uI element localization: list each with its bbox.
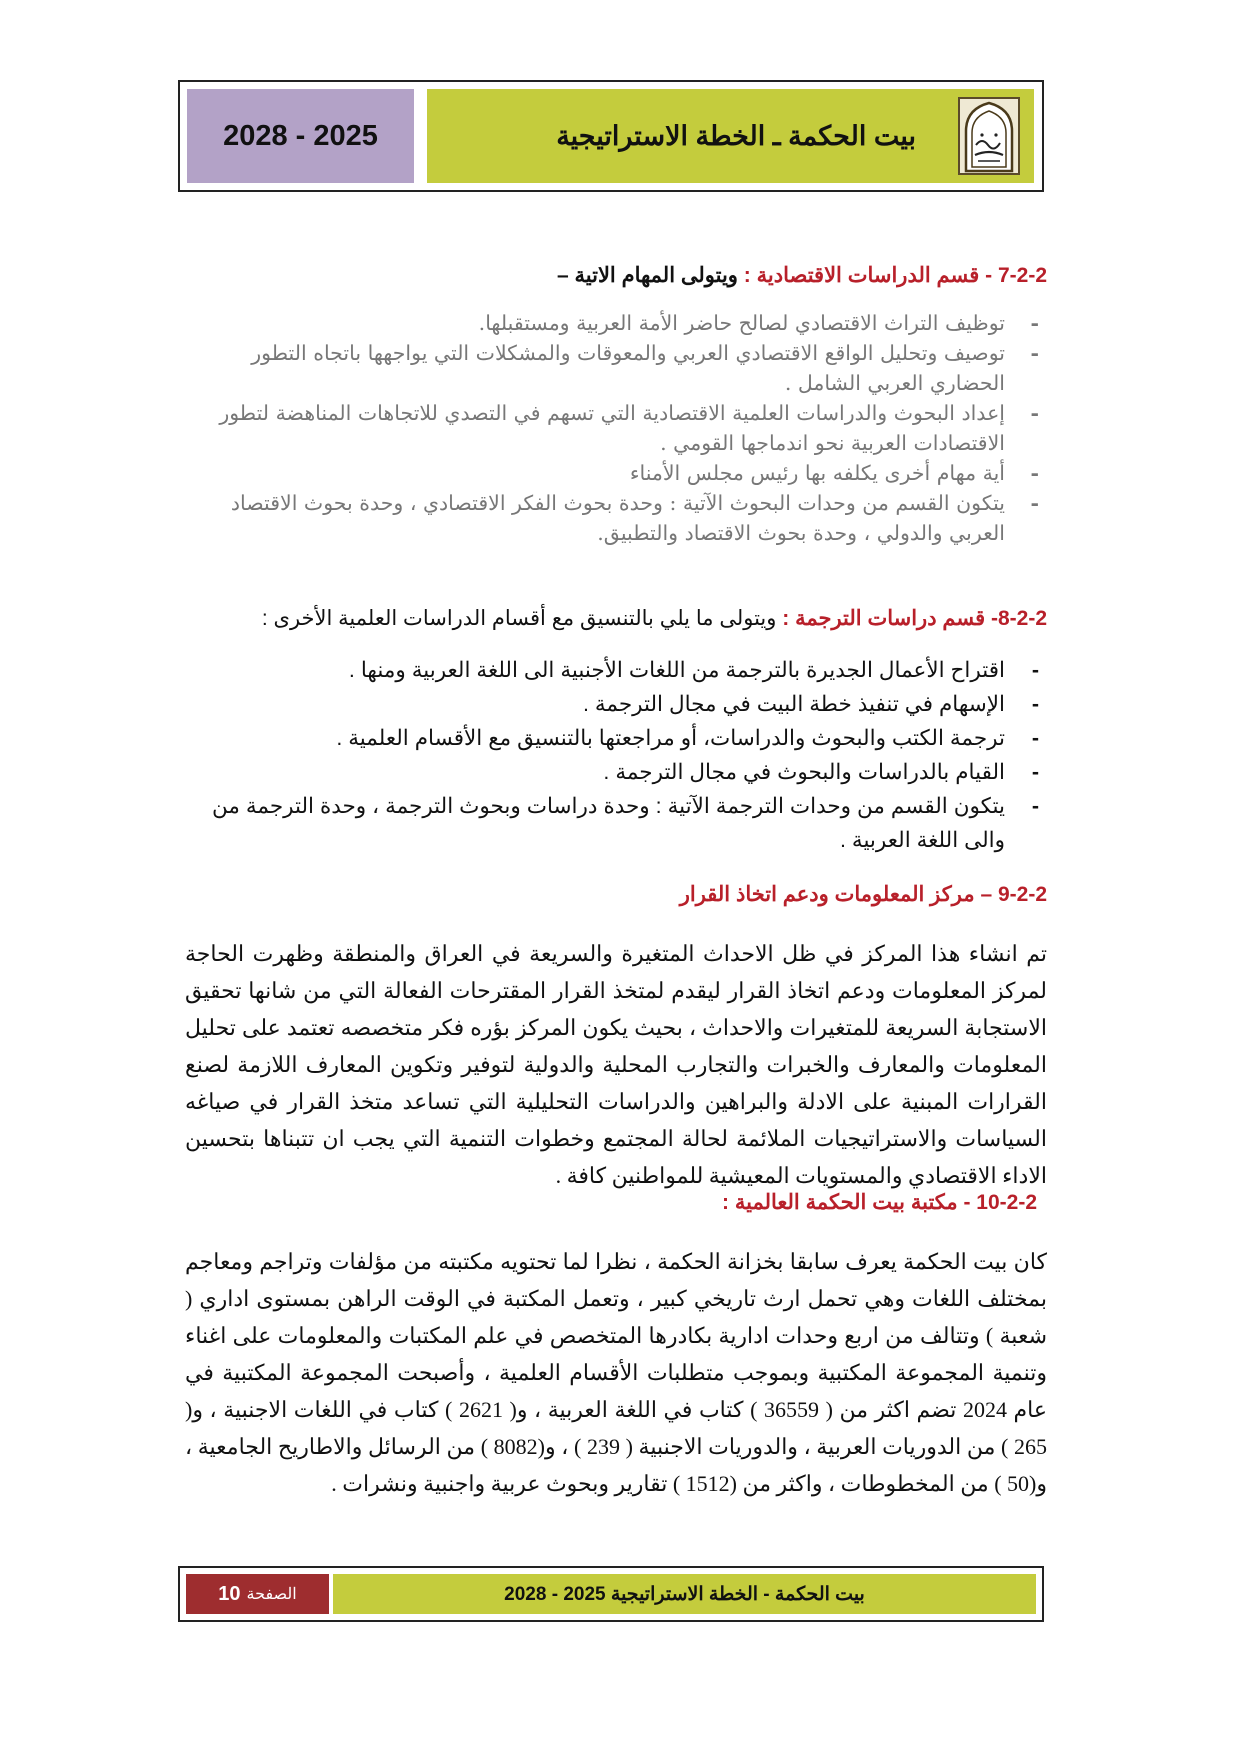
list-item: - إعداد البحوث والدراسات العلمية الاقتصادية التي تسهم في التصدي للاتجاهات المناهضة لتطور الاقتصادات العربية نحو اندماجها القومي . [185,398,1047,458]
section-paragraph: كان بيت الحكمة يعرف سابقا بخزانة الحكمة ، نظرا لما تحتويه مكتبته من مؤلفات وتراجم ومعاجم بمختلف اللغات وهي تحمل ارث تاريخي كبير ، وتعمل المكتبة في الوقت الراهن بمستوى اداري ( شعبة ) وتتالف من اربع وحدات ادارية بكادرها المتخصص في علم المكتبات والمعلومات على اغناء وتنمية المجموعة المكتبية وبموجب متطلبات الأقسام العلمية ، وأصبحت المجموعة المكتبية في عام 2024 تضم اكثر من ( 36559 ) كتاب في اللغة العربية ، و( 2621 ) كتاب في اللغات الاجنبية ، و( 265 ) من الدوريات العربية ، والدوريات الاجنبية ( 239 ) ، و(8082 ) من الرسائل والاطاريح الجامعية ، و(50 ) من المخطوطات ، واكثر من (1512 ) تقارير وبحوث عربية واجنبية ونشرات . [185,1249,1048,1496]
bayt-al-hikma-logo-icon [958,97,1020,175]
translation-tasks-list [185,653,1047,857]
section-name: مركز المعلومات ودعم اتخاذ القرار [679,883,975,906]
section-number: 9-2-2 – [980,883,1047,906]
header-title: بيت الحكمة ـ الخطة الاستراتيجية [556,120,916,151]
section-heading [185,606,1047,631]
list-item: - يتكون القسم من وحدات البحوث الآتية : وحدة بحوث الفكر الاقتصادي ، وحدة بحوث الاقتصاد العربي والدولي ، وحدة بحوث الاقتصاد والتطبيق. [185,488,1047,548]
list-item: - توصيف وتحليل الواقع الاقتصادي العربي والمعوقات والمشكلات التي يواجهها باتجاه التطور الحضاري العربي الشامل . [185,338,1047,398]
section-number: 8-2-2- [990,607,1047,630]
list-item: - القيام بالدراسات والبحوث في مجال الترجمة . [185,755,1047,789]
list-item: - أية مهام أخرى يكلفه بها رئيس مجلس الأمناء [185,458,1047,488]
list-item: - يتكون القسم من وحدات الترجمة الآتية : وحدة دراسات وبحوث الترجمة ، وحدة الترجمة من والى اللغة العربية . [185,789,1047,857]
list-item: - اقتراح الأعمال الجديرة بالترجمة من اللغات الأجنبية الى اللغة العربية ومنها . [185,653,1047,687]
section-paragraph: تم انشاء هذا المركز في ظل الاحداث المتغيرة والسريعة في العراق والمنطقة وظهرت الحاجة لمركز المعلومات ودعم اتخاذ القرار ليقدم لمتخذ القرار المقترحات الفعالة التي من شانها تحقيق الاستجابة السريعة للمتغيرات والاحداث ، بحيث يكون المركز بؤره فكر متخصصه تعتمد على تحليل المعلومات والمعارف والخبرات والتجارب المحلية والدولية لتوفير وتكوين المعارف اللازمة لصنع القرارات المبنية على الادلة والبراهين والدراسات التحليلية التي تساعد متخذ القرار في صياغه السياسات والاستراتيجيات الملائمة لحالة المجتمع وخطوات التنمية التي يجب ان تتبناها بتحسين الاداء الاقتصادي والمستويات المعيشية للمواطنين كافة . [185,941,1047,1188]
list-item: - توظيف التراث الاقتصادي لصالح حاضر الأمة العربية ومستقبلها. [185,308,1047,338]
section-number: 7-2-2 - [985,264,1047,287]
section-tail: ويتولى ما يلي بالتنسيق مع أقسام الدراسات العلمية الأخرى : [261,607,777,630]
section-name: قسم الدراسات الاقتصادية : [743,264,980,287]
section-name: قسم دراسات الترجمة : [782,607,986,630]
section-economic-studies [185,263,1047,548]
page-label: الصفحة [246,1586,297,1603]
page-header [178,80,1044,192]
section-heading [185,1190,1047,1215]
list-item: - الإسهام في تنفيذ خطة البيت في مجال الترجمة . [185,687,1047,721]
section-name: مكتبة بيت الحكمة العالمية : [722,1191,958,1214]
page-number: 10 [218,1582,241,1605]
header-title-box [427,89,1034,183]
section-library [185,1190,1047,1502]
section-translation-studies [185,606,1047,857]
header-years: 2028 - 2025 [187,89,414,183]
section-information-center [185,882,1047,1194]
footer-title: بيت الحكمة - الخطة الاستراتيجية 2025 - 2028 [333,1574,1036,1614]
section-tail: ويتولى المهام الاتية – [556,264,738,287]
list-item: - ترجمة الكتب والبحوث والدراسات، أو مراجعتها بالتنسيق مع الأقسام العلمية . [185,721,1047,755]
page-footer [178,1566,1044,1622]
section-heading [185,882,1047,907]
section-number: 10-2-2 - [963,1191,1037,1214]
page-number-box [186,1574,329,1614]
economic-tasks-list [185,308,1047,548]
section-heading [185,263,1047,288]
